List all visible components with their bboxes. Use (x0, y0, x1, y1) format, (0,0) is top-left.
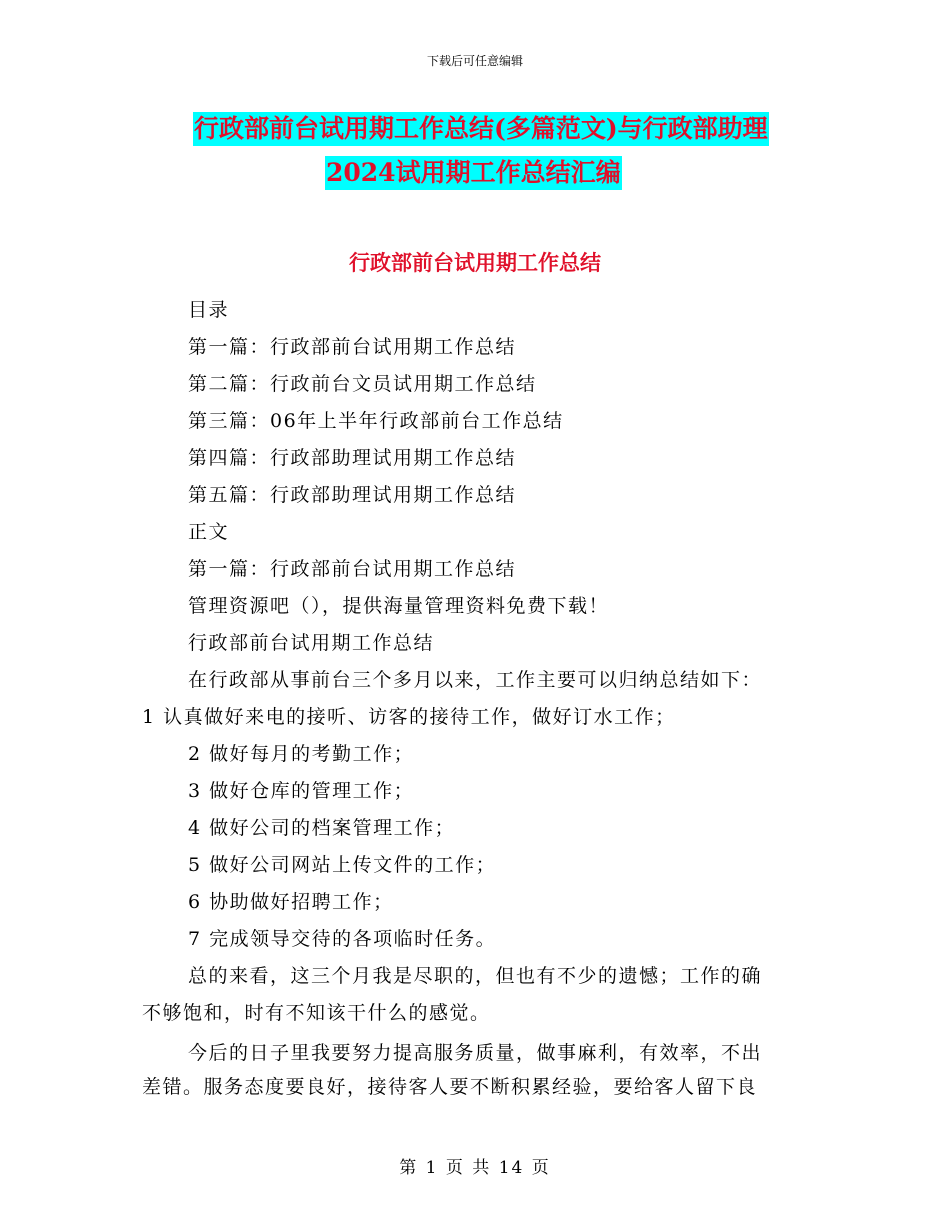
toc-item: 第五篇：行政部助理试用期工作总结 (188, 484, 517, 506)
toc-item: 第三篇：06年上半年行政部前台工作总结 (188, 410, 564, 432)
paragraph-line: 管理资源吧（），提供海量管理资料免费下载！ (188, 595, 610, 617)
list-item: 2 做好每月的考勤工作； (188, 743, 415, 765)
body-heading: 正文 (188, 521, 230, 543)
list-item: 3 做好仓库的管理工作； (188, 780, 415, 802)
paragraph-line: 不够饱和，时有不知该干什么的感觉。 (142, 1002, 491, 1024)
paragraph-line: 今后的日子里我要努力提高服务质量，做事麻利，有效率，不出 (188, 1042, 763, 1064)
list-item: 4 做好公司的档案管理工作； (188, 817, 456, 839)
toc-heading: 目录 (188, 299, 230, 321)
list-item: 1 认真做好来电的接听、访客的接待工作，做好订水工作； (142, 706, 676, 728)
paragraph-line: 第一篇：行政部前台试用期工作总结 (188, 558, 517, 580)
toc-item: 第四篇：行政部助理试用期工作总结 (188, 447, 517, 469)
toc-item: 第一篇：行政部前台试用期工作总结 (188, 336, 517, 358)
header-note: 下载后可任意编辑 (426, 54, 523, 68)
document-title-line-1: 行政部前台试用期工作总结(多篇范文)与行政部助理 (193, 112, 769, 146)
paragraph-line: 差错。服务态度要良好，接待客人要不断积累经验，要给客人留下良 (142, 1076, 758, 1098)
list-item: 5 做好公司网站上传文件的工作； (188, 854, 497, 876)
paragraph-line: 总的来看，这三个月我是尽职的，但也有不少的遗憾；工作的确 (188, 965, 763, 987)
paragraph-line: 在行政部从事前台三个多月以来，工作主要可以归纳总结如下： (188, 669, 763, 691)
list-item: 7 完成领导交待的各项临时任务。 (188, 928, 497, 950)
document-title-line-2: 2024试用期工作总结汇编 (325, 156, 622, 190)
list-item: 6 协助做好招聘工作； (188, 891, 394, 913)
paragraph-line: 行政部前台试用期工作总结 (188, 632, 435, 654)
section-subtitle: 行政部前台试用期工作总结 (349, 250, 601, 275)
page-footer: 第 1 页 共 14 页 (399, 1158, 551, 1178)
toc-item: 第二篇：行政前台文员试用期工作总结 (188, 373, 537, 395)
